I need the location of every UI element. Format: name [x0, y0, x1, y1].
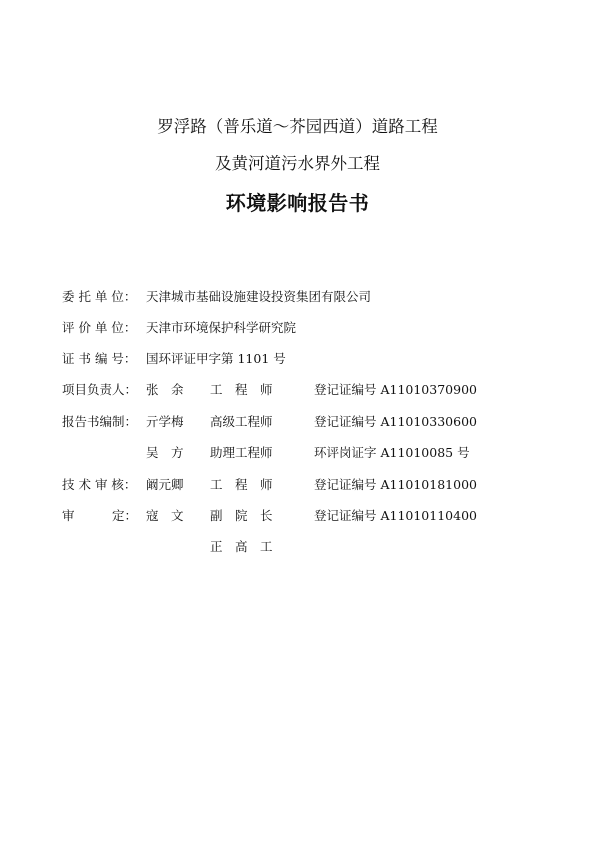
report-title-line-1: 罗浮路（普乐道～芥园西道）道路工程 [157, 117, 438, 136]
info-row-certificate [0, 349, 595, 369]
report-title-line-2: 及黄河道污水界外工程 [215, 154, 380, 173]
staff-name: 亓学梅 [146, 414, 184, 429]
staff-row [0, 443, 595, 463]
info-row-client [0, 287, 595, 307]
client-label: 委 托 单 位： [62, 289, 137, 304]
staff-role: 正 高 工 [210, 539, 273, 554]
staff-role: 工 程 师 [210, 382, 273, 397]
staff-row [0, 506, 595, 526]
staff-registration: 登记证编号 A11010330600 [314, 414, 477, 429]
staff-row [0, 380, 595, 400]
staff-name: 张 余 [146, 382, 184, 397]
evaluator-label: 评 价 单 位： [62, 320, 137, 335]
staff-role: 助理工程师 [210, 445, 273, 460]
staff-label: 技 术 审 核： [62, 477, 137, 492]
staff-role: 工 程 师 [210, 477, 273, 492]
evaluator-value: 天津市环境保护科学研究院 [146, 320, 297, 335]
certificate-label: 证 书 编 号： [62, 351, 137, 366]
staff-name: 吴 方 [146, 445, 184, 460]
staff-role: 高级工程师 [210, 414, 273, 429]
staff-name: 阚元卿 [146, 477, 184, 492]
staff-registration: 登记证编号 A11010110400 [314, 508, 477, 523]
staff-row [0, 537, 595, 557]
staff-row [0, 412, 595, 432]
client-value: 天津城市基础设施建设投资集团有限公司 [146, 289, 372, 304]
staff-label: 报告书编制： [62, 414, 138, 429]
staff-registration: 登记证编号 A11010181000 [314, 477, 477, 492]
staff-label: 项目负责人： [62, 382, 138, 397]
staff-name: 寇 文 [146, 508, 184, 523]
staff-row [0, 475, 595, 495]
info-row-evaluator [0, 318, 595, 338]
staff-role: 副 院 长 [210, 508, 273, 523]
staff-registration: 登记证编号 A11010370900 [314, 382, 477, 397]
staff-label: 审 定： [62, 508, 138, 523]
certificate-value: 国环评证甲字第 1101 号 [146, 351, 286, 366]
report-title-main: 环境影响报告书 [225, 191, 370, 215]
staff-registration: 环评岗证字 A11010085 号 [314, 445, 470, 460]
